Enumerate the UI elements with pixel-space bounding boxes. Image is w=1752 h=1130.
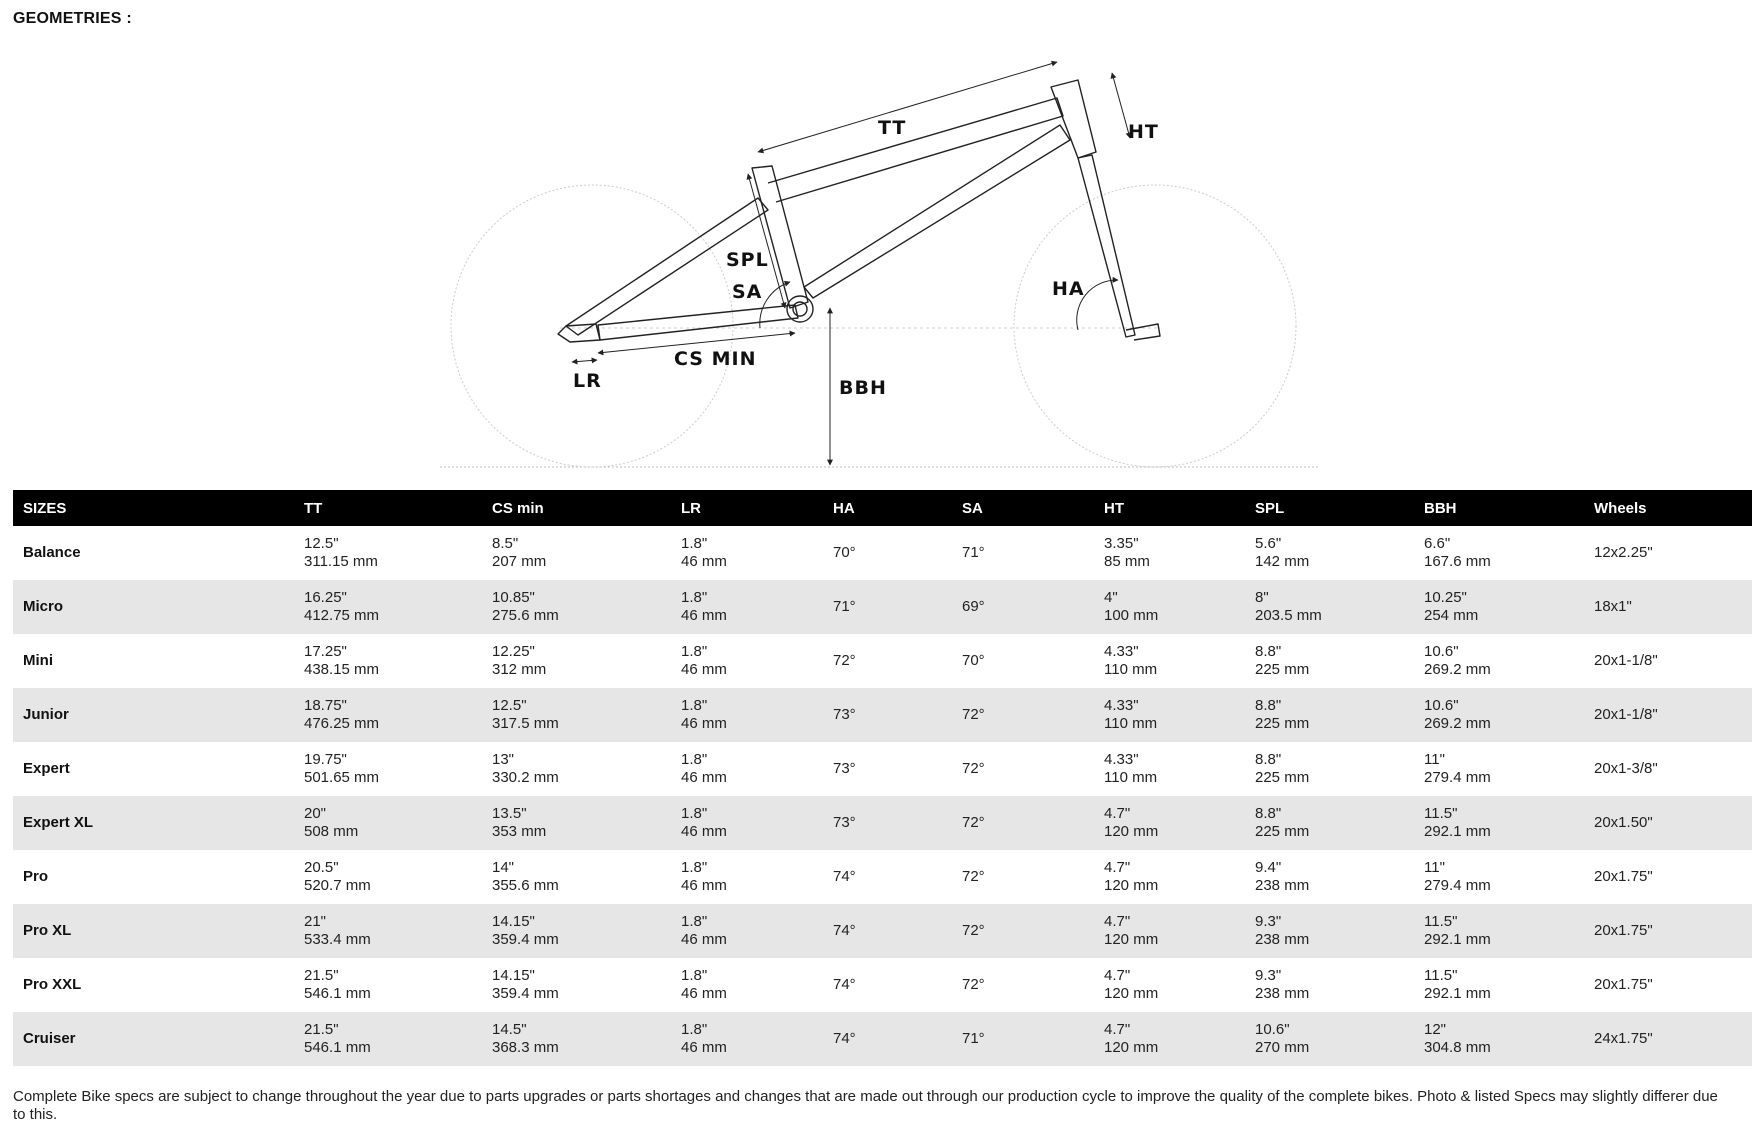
value-mm: 203.5 mm	[1255, 607, 1322, 624]
value-inch: 19.75"	[304, 751, 347, 768]
cell-size: Junior	[13, 688, 294, 742]
cell-ht	[1094, 526, 1245, 580]
value-inch: 12"	[1424, 1021, 1447, 1038]
value-mm: 46 mm	[681, 985, 727, 1002]
value-inch: 12.25"	[492, 643, 535, 660]
value-inch: 8.8"	[1255, 805, 1282, 822]
value-inch: 11"	[1424, 751, 1445, 768]
value-inch: 10.6"	[1424, 643, 1459, 660]
value-mm: 120 mm	[1104, 1039, 1159, 1056]
cell-size: Pro	[23, 868, 49, 885]
cell-ht	[1094, 850, 1245, 904]
footnote: Complete Bike specs are subject to change throughout the year due to parts upgrades or parts shortages and changes that are made out through our production cycle to improve the quality of the complete bikes. Photo & listed Specs may slightly differer due to this.	[13, 1088, 1718, 1123]
value-inch: 8"	[1255, 589, 1269, 606]
label-cs-min: CS MIN	[674, 348, 757, 370]
value-inch: 1.8"	[681, 751, 708, 768]
value-mm: 311.15 mm	[304, 553, 378, 570]
value-mm: 546.1 mm	[304, 1039, 371, 1056]
cell-sa: 72°	[952, 688, 1094, 742]
front-wheel	[1014, 185, 1296, 467]
value-inch: 1.8"	[681, 859, 708, 876]
cell-ha: 74°	[833, 868, 856, 885]
value-inch: 8.8"	[1255, 643, 1282, 660]
value-mm: 120 mm	[1104, 985, 1159, 1002]
value-mm: 476.25 mm	[304, 715, 380, 732]
head-tube	[1051, 80, 1096, 158]
value-mm: 312 mm	[492, 661, 547, 678]
col-header-wheels: Wheels	[1584, 490, 1752, 526]
col-header-cs-min: CS min	[482, 490, 671, 526]
cell-bbh	[1414, 958, 1584, 1012]
value-inch: 1.8"	[681, 697, 708, 714]
label-tt: TT	[878, 117, 907, 139]
lr-dimension	[572, 360, 597, 362]
cell-ht	[1094, 796, 1245, 850]
cell-ht	[1094, 904, 1245, 958]
value-mm: 355.6 mm	[492, 877, 559, 894]
value-inch: 4.33"	[1104, 751, 1139, 768]
label-sa: SA	[732, 281, 763, 303]
value-inch: 4.7"	[1104, 913, 1131, 930]
value-inch: 8.8"	[1255, 751, 1282, 768]
table-row	[13, 796, 1752, 850]
table-row	[13, 850, 1752, 904]
cell-cs	[482, 904, 671, 958]
cell-bbh	[1414, 1012, 1584, 1066]
cell-ht	[1094, 958, 1245, 1012]
cell-ha: 74°	[823, 1012, 952, 1066]
value-mm: 225 mm	[1255, 661, 1310, 678]
cell-wheels: 20x1-1/8"	[1584, 688, 1752, 742]
value-inch: 10.85"	[492, 589, 535, 606]
cell-wheels: 24x1.75"	[1584, 1012, 1752, 1066]
cell-bbh	[1414, 580, 1584, 634]
col-header-ht: HT	[1094, 490, 1245, 526]
cell-cs	[482, 850, 671, 904]
cell-cs	[482, 1012, 671, 1066]
cell-tt	[294, 1012, 482, 1066]
value-mm: 330.2 mm	[492, 769, 559, 786]
cell-ht	[1094, 688, 1245, 742]
value-mm: 120 mm	[1104, 823, 1159, 840]
col-header-bbh: BBH	[1414, 490, 1584, 526]
value-inch: 1.8"	[681, 535, 708, 552]
value-mm: 142 mm	[1255, 553, 1310, 570]
value-inch: 1.8"	[681, 643, 708, 660]
dimension-lines	[572, 62, 1130, 465]
cell-cs	[482, 580, 671, 634]
value-inch: 9.4"	[1255, 859, 1282, 876]
cell-wheels: 20x1.50"	[1584, 796, 1752, 850]
value-inch: 21"	[304, 913, 327, 930]
cell-spl	[1245, 634, 1414, 688]
value-inch: 11.5"	[1424, 967, 1458, 984]
value-mm: 225 mm	[1255, 715, 1310, 732]
cell-tt	[294, 796, 482, 850]
cell-tt	[294, 688, 482, 742]
value-inch: 1.8"	[681, 805, 708, 822]
cell-sa: 72°	[962, 868, 985, 885]
cell-cs	[482, 796, 671, 850]
value-mm: 520.7 mm	[304, 877, 371, 894]
value-mm: 120 mm	[1104, 931, 1159, 948]
value-inch: 8.5"	[492, 535, 519, 552]
value-inch: 9.3"	[1255, 967, 1282, 984]
value-mm: 110 mm	[1104, 769, 1158, 786]
cell-spl	[1245, 796, 1414, 850]
cell-spl	[1245, 526, 1414, 580]
value-mm: 46 mm	[681, 1039, 727, 1056]
value-mm: 533.4 mm	[304, 931, 371, 948]
value-mm: 359.4 mm	[492, 985, 559, 1002]
value-inch: 10.6"	[1424, 697, 1459, 714]
cell-tt	[294, 634, 482, 688]
table-row	[13, 526, 1752, 580]
table-header-row	[13, 490, 1752, 526]
label-ht: HT	[1128, 121, 1159, 143]
value-inch: 14.5"	[492, 1021, 527, 1038]
value-mm: 85 mm	[1104, 553, 1150, 570]
value-mm: 304.8 mm	[1424, 1039, 1491, 1056]
cell-spl	[1245, 958, 1414, 1012]
value-mm: 46 mm	[681, 661, 727, 678]
cell-cs	[482, 688, 671, 742]
cell-tt	[294, 526, 482, 580]
value-inch: 4.7"	[1104, 967, 1131, 984]
cell-spl	[1245, 904, 1414, 958]
cell-bbh	[1414, 688, 1584, 742]
cell-bbh	[1414, 634, 1584, 688]
value-mm: 238 mm	[1255, 985, 1310, 1002]
cell-cs	[482, 742, 671, 796]
label-lr: LR	[573, 370, 602, 392]
cell-ha: 72°	[833, 652, 856, 669]
value-inch: 12.5"	[492, 697, 527, 714]
value-mm: 46 mm	[681, 769, 727, 786]
value-inch: 10.6"	[1255, 1021, 1290, 1038]
value-mm: 120 mm	[1104, 877, 1159, 894]
value-inch: 1.8"	[681, 589, 708, 606]
cell-lr	[671, 850, 823, 904]
cell-spl	[1245, 1012, 1414, 1066]
cell-ha: 73°	[823, 688, 952, 742]
cell-tt	[294, 904, 482, 958]
fork-dropout	[1126, 324, 1160, 340]
cell-ht	[1094, 580, 1245, 634]
bottom-bracket	[787, 296, 813, 322]
cell-cs	[482, 526, 671, 580]
col-header-spl: SPL	[1245, 490, 1414, 526]
label-spl: SPL	[726, 249, 769, 271]
value-mm: 225 mm	[1255, 823, 1310, 840]
cell-bbh	[1414, 742, 1584, 796]
down-tube	[804, 125, 1070, 298]
cell-spl	[1245, 688, 1414, 742]
value-inch: 18.75"	[304, 697, 347, 714]
value-mm: 269.2 mm	[1424, 715, 1491, 732]
cell-ha: 70°	[833, 544, 856, 561]
value-inch: 4"	[1104, 589, 1118, 606]
value-inch: 14.15"	[492, 913, 535, 930]
value-inch: 17.25"	[304, 643, 347, 660]
cell-wheels: 20x1-1/8"	[1594, 652, 1658, 669]
value-inch: 20"	[304, 805, 327, 822]
cell-spl	[1245, 580, 1414, 634]
value-inch: 8.8"	[1255, 697, 1282, 714]
bike-frame	[558, 80, 1160, 342]
cell-tt	[294, 850, 482, 904]
cell-size: Mini	[23, 652, 53, 669]
cell-ht	[1094, 1012, 1245, 1066]
cell-lr	[671, 742, 823, 796]
table-row	[13, 688, 1752, 742]
col-header-sizes: SIZES	[13, 490, 294, 526]
value-mm: 501.65 mm	[304, 769, 380, 786]
value-mm: 292.1 mm	[1424, 985, 1491, 1002]
value-inch: 9.3"	[1255, 913, 1282, 930]
value-inch: 4.33"	[1104, 643, 1139, 660]
value-mm: 317.5 mm	[492, 715, 559, 732]
cell-lr	[671, 634, 823, 688]
value-mm: 546.1 mm	[304, 985, 371, 1002]
col-header-ha: HA	[823, 490, 952, 526]
cell-tt	[294, 742, 482, 796]
bike-geometry-diagram	[0, 40, 1752, 480]
chain-stay	[598, 305, 798, 340]
value-mm: 508 mm	[304, 823, 359, 840]
value-mm: 110 mm	[1104, 715, 1158, 732]
value-mm: 254 mm	[1424, 607, 1479, 624]
value-inch: 5.6"	[1255, 535, 1282, 552]
value-mm: 292.1 mm	[1424, 931, 1491, 948]
value-mm: 225 mm	[1255, 769, 1310, 786]
value-mm: 46 mm	[681, 931, 727, 948]
cell-size: Expert XL	[13, 796, 294, 850]
value-mm: 46 mm	[681, 877, 727, 894]
value-inch: 4.7"	[1104, 859, 1131, 876]
cell-lr	[671, 526, 823, 580]
cell-ht	[1094, 742, 1245, 796]
cell-lr	[671, 580, 823, 634]
cell-wheels: 20x1.75"	[1584, 904, 1752, 958]
col-header-lr: LR	[671, 490, 823, 526]
table-row	[13, 958, 1752, 1012]
table-row	[13, 742, 1752, 796]
cell-ha: 73°	[823, 796, 952, 850]
value-mm: 269.2 mm	[1424, 661, 1491, 678]
top-tube	[768, 98, 1063, 202]
table-row	[13, 904, 1752, 958]
table-row	[13, 634, 1752, 688]
cell-size: Pro XXL	[23, 976, 82, 993]
cell-cs	[482, 634, 671, 688]
page-title: GEOMETRIES :	[13, 10, 132, 27]
cell-tt	[294, 580, 482, 634]
cell-wheels: 12x2.25"	[1594, 544, 1653, 561]
value-mm: 359.4 mm	[492, 931, 559, 948]
value-inch: 6.6"	[1424, 535, 1451, 552]
value-inch: 20.5"	[304, 859, 339, 876]
value-inch: 21.5"	[304, 1021, 339, 1038]
value-inch: 1.8"	[681, 1021, 708, 1038]
tt-dimension	[758, 62, 1057, 152]
value-inch: 11.5"	[1424, 913, 1458, 930]
value-mm: 207 mm	[492, 553, 547, 570]
cell-ha: 74°	[823, 904, 952, 958]
cell-wheels: 20x1.75"	[1594, 976, 1653, 993]
cell-size: Expert	[23, 760, 70, 777]
cell-sa: 70°	[962, 652, 985, 669]
cell-sa: 71°	[962, 544, 985, 561]
value-mm: 270 mm	[1255, 1039, 1310, 1056]
value-mm: 353 mm	[492, 823, 547, 840]
cell-bbh	[1414, 796, 1584, 850]
cell-ht	[1094, 634, 1245, 688]
cell-ha: 71°	[823, 580, 952, 634]
cell-size: Cruiser	[13, 1012, 294, 1066]
value-inch: 12.5"	[304, 535, 339, 552]
value-mm: 46 mm	[681, 823, 727, 840]
cell-sa: 72°	[952, 796, 1094, 850]
value-mm: 46 mm	[681, 607, 727, 624]
value-mm: 46 mm	[681, 715, 727, 732]
cell-wheels: 20x1.75"	[1594, 868, 1653, 885]
cell-sa: 72°	[962, 976, 985, 993]
value-mm: 368.3 mm	[492, 1039, 559, 1056]
cell-sa: 71°	[952, 1012, 1094, 1066]
value-inch: 3.35"	[1104, 535, 1139, 552]
cell-wheels: 18x1"	[1584, 580, 1752, 634]
cell-sa: 72°	[962, 760, 985, 777]
rear-dropout	[558, 324, 600, 342]
cell-spl	[1245, 742, 1414, 796]
cell-tt	[294, 958, 482, 1012]
value-inch: 1.8"	[681, 913, 708, 930]
value-inch: 14.15"	[492, 967, 535, 984]
cell-lr	[671, 796, 823, 850]
cell-lr	[671, 904, 823, 958]
value-inch: 4.33"	[1104, 697, 1139, 714]
value-mm: 46 mm	[681, 553, 727, 570]
label-ha: HA	[1052, 278, 1085, 300]
value-inch: 4.7"	[1104, 1021, 1131, 1038]
cell-sa: 69°	[952, 580, 1094, 634]
value-inch: 13"	[492, 751, 515, 768]
col-header-tt: TT	[294, 490, 482, 526]
cell-sa: 72°	[952, 904, 1094, 958]
cell-ha: 74°	[833, 976, 856, 993]
cell-bbh	[1414, 904, 1584, 958]
value-mm: 275.6 mm	[492, 607, 559, 624]
table-row	[13, 1012, 1752, 1066]
cell-bbh	[1414, 850, 1584, 904]
value-mm: 238 mm	[1255, 877, 1310, 894]
cell-wheels: 20x1-3/8"	[1594, 760, 1658, 777]
value-mm: 279.4 mm	[1424, 877, 1491, 894]
value-mm: 238 mm	[1255, 931, 1310, 948]
fork	[1078, 155, 1135, 337]
cell-lr	[671, 688, 823, 742]
value-inch: 4.7"	[1104, 805, 1131, 822]
col-header-sa: SA	[952, 490, 1094, 526]
cell-ha: 73°	[833, 760, 856, 777]
value-inch: 1.8"	[681, 967, 708, 984]
value-mm: 279.4 mm	[1424, 769, 1491, 786]
cell-lr	[671, 1012, 823, 1066]
value-inch: 16.25"	[304, 589, 347, 606]
geometry-table	[13, 490, 1752, 1066]
cell-size: Micro	[13, 580, 294, 634]
value-inch: 10.25"	[1424, 589, 1467, 606]
value-inch: 14"	[492, 859, 515, 876]
value-inch: 21.5"	[304, 967, 339, 984]
cell-size: Balance	[23, 544, 81, 561]
table-row	[13, 580, 1752, 634]
label-bbh: BBH	[839, 377, 887, 399]
value-mm: 110 mm	[1104, 661, 1158, 678]
value-mm: 100 mm	[1104, 607, 1159, 624]
value-inch: 11.5"	[1424, 805, 1458, 822]
cell-spl	[1245, 850, 1414, 904]
value-inch: 11"	[1424, 859, 1445, 876]
value-mm: 167.6 mm	[1424, 553, 1491, 570]
value-mm: 412.75 mm	[304, 607, 380, 624]
value-mm: 292.1 mm	[1424, 823, 1491, 840]
cell-cs	[482, 958, 671, 1012]
cell-size: Pro XL	[13, 904, 294, 958]
cell-lr	[671, 958, 823, 1012]
value-mm: 438.15 mm	[304, 661, 380, 678]
value-inch: 13.5"	[492, 805, 527, 822]
cell-bbh	[1414, 526, 1584, 580]
